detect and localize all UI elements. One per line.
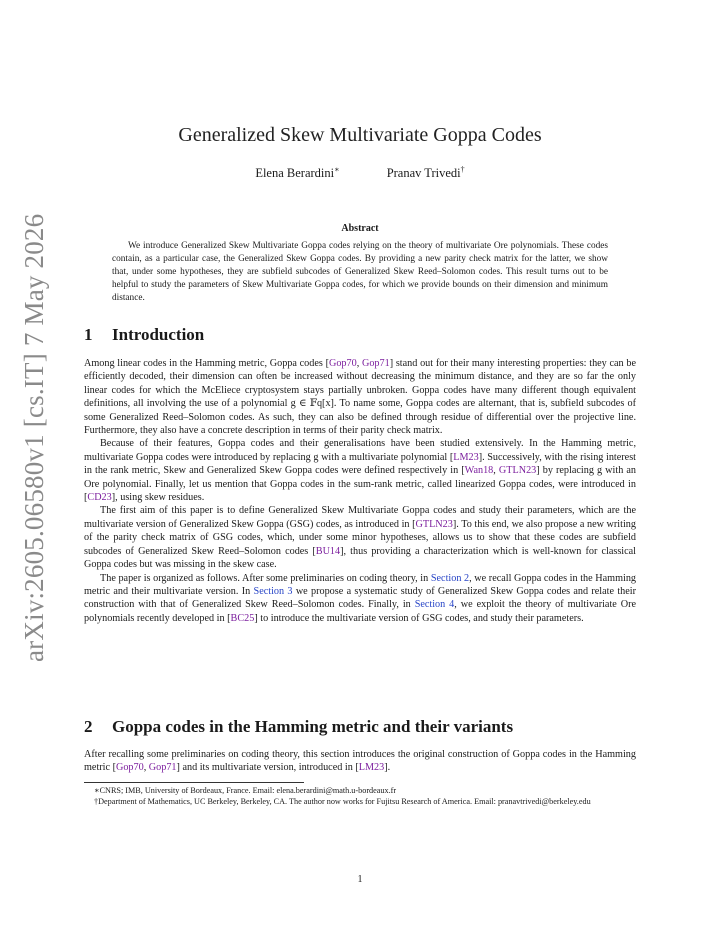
section-title: Goppa codes in the Hamming metric and their variants — [112, 717, 514, 736]
arxiv-identifier: arXiv:2605.06580v1 [cs.IT] 7 May 2026 — [19, 213, 49, 662]
paper-title: Generalized Skew Multivariate Goppa Codes — [178, 124, 542, 146]
footnote-rule — [84, 782, 304, 783]
section-link[interactable]: Section 2 — [430, 572, 470, 584]
author-list — [0, 165, 720, 181]
author-name: Elena Berardini — [255, 166, 335, 181]
section-2-heading — [84, 717, 513, 737]
footnote: †Department of Mathematics, UC Berkeley, Berkeley, CA. The author now works for Fujitsu Research of America. Email: pranavtrivedi@berkeley.edu — [94, 797, 591, 806]
author-footnote-mark: † — [460, 165, 465, 174]
section-1-body — [84, 357, 636, 625]
section-number: 1 — [84, 325, 93, 344]
citation-link[interactable]: Gop71 — [148, 762, 177, 774]
paragraph: Among linear codes in the Hamming metric, Goppa codes [Gop70, Gop71] stand out for their many interesting properties: they can be efficiently decoded, their dimension can often be increased without decreasing the minimum distance, and they are so far the only linear codes for which the McEliece cryptosystem stays partially unbroken. Goppa codes have many different though equivalent definitions, all involving the use of a polynomial g ∈ 𝔽q[x]. To name some, Goppa codes are alternant, that is, subfield subcodes of some Generalized Reed–Solomon codes. As such, they can also be defined through residue of differential over the projective line. Furthermore, they also have a concrete description in terms of their parity check matrix. — [84, 358, 636, 437]
paragraph: The paper is organized as follows. After some preliminaries on coding theory, in Section 2, we recall Goppa codes in the Hamming metric and their multivariate version. In Section 3 we propose a systematic study of Generalized Skew Goppa codes and relate their construction with that of Generalized Skew Reed–Solomon codes. Finally, in Section 4, we exploit the theory of multivariate Ore polynomials recently developed in [BC25] to introduce the multivariate version of GSG codes, and study their parameters. — [84, 572, 637, 624]
paragraph: After recalling some preliminaries on coding theory, this section introduces the original construction of Goppa codes in the Hamming metric [Gop70, Gop71] and its multivariate version, introduced in [LM23]. — [84, 749, 636, 774]
section-2-body — [84, 748, 636, 775]
section-title: Introduction — [112, 325, 205, 344]
abstract-text: We introduce Generalized Skew Multivariate Goppa codes relying on the theory of multivariate Ore polynomials. These codes contain, as a particular case, the Generalized Skew Goppa codes. By providing a new parity check matrix for the latter, we show that, under some hypotheses, they are subfield subcodes of Generalized Skew Reed–Solomon codes. This result turns out to be helpful to study the parameters of Skew Multivariate Goppa codes, for which we provide bounds on their dimension and minimum distance. — [112, 241, 608, 303]
author-name: Pranav Trivedi — [386, 166, 461, 181]
citation-link[interactable]: Wan18 — [464, 465, 494, 477]
citation-link[interactable]: Gop70 — [328, 358, 357, 369]
citation-link[interactable]: LM23 — [453, 451, 479, 463]
footnote: ∗CNRS; IMB, University of Bordeaux, France. Email: elena.berardini@math.u-bordeaux.fr — [94, 786, 397, 795]
paragraph: Because of their features, Goppa codes and their generalisations have been studied extensively. In the Hamming metric, multivariate Goppa codes were introduced by replacing g with a multivariate polynomial [LM23]. Successively, with the rising interest in the rank metric, Skew and Generalized Skew Goppa codes were defined respectively in [Wan18, GTLN23] by replacing g with an Ore polynomial. Finally, let us mention that Goppa codes in the sum-rank metric, called linearized Goppa codes, were introduced in [CD23], using skew residues. — [84, 438, 636, 504]
author-2 — [387, 165, 465, 181]
citation-link[interactable]: GTLN23 — [498, 465, 537, 477]
citation-link[interactable]: BU14 — [315, 545, 341, 557]
section-link[interactable]: Section 3 — [253, 585, 293, 597]
section-number: 2 — [84, 717, 93, 736]
paragraph: The first aim of this paper is to define Generalized Skew Multivariate Goppa codes and study their parameters, which are the multivariate version of Generalized Skew Goppa (GSG) codes, as introduced in [GTLN23]. To this end, we also propose a new writing of the parity check matrix of GSG codes, which, under some minor hypotheses, allows us to show that these codes are subfield subcodes of Generalized Skew Reed–Solomon codes [BU14], thus providing a characterization which is well-known for classical Goppa codes but was missing in the skew case. — [84, 505, 636, 571]
page-number: 1 — [357, 874, 363, 885]
author-1 — [255, 165, 339, 181]
citation-link[interactable]: LM23 — [358, 762, 385, 774]
citation-link[interactable]: GTLN23 — [415, 518, 453, 530]
author-footnote-mark: ∗ — [334, 165, 340, 174]
citation-link[interactable]: CD23 — [87, 492, 112, 504]
citation-link[interactable]: Gop70 — [115, 762, 144, 774]
section-link[interactable]: Section 4 — [414, 599, 455, 611]
citation-link[interactable]: BC25 — [230, 612, 255, 624]
citation-link[interactable]: Gop71 — [361, 358, 390, 369]
section-1-heading — [84, 325, 204, 345]
abstract-heading: Abstract — [341, 223, 379, 234]
footnotes — [84, 785, 636, 807]
